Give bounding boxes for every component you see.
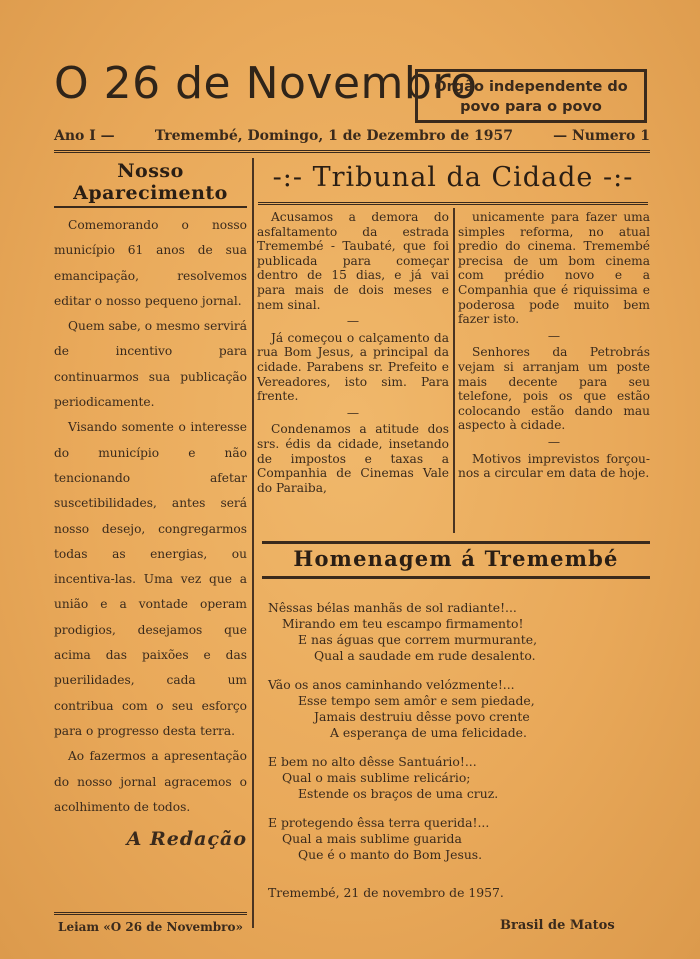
- masthead-title: O 26 de Novembro: [54, 58, 478, 109]
- poem-line: E bem no alto dêsse Santuário!...: [268, 754, 477, 769]
- poem-line: Qual o mais sublime relicário;: [282, 770, 471, 785]
- item-separator: —: [547, 434, 561, 449]
- tribunal-item: unicamente para fazer uma simples reforma, no atual predio do cinema. Tremembé precisa de um bom cinema com prédio novo e a Companhia que é riquissima e poderosa pode muito bem fazer isto.: [458, 210, 650, 327]
- tribunal-column-2: [458, 210, 650, 481]
- poem-line: Vão os anos caminhando velózmente!...: [268, 677, 515, 692]
- footer-note: Leiam «O 26 de Novembro»: [58, 920, 243, 934]
- item-separator: —: [547, 328, 561, 343]
- place-date: Tremembé, Domingo, 1 de Dezembro de 1957: [154, 128, 513, 144]
- tribunal-item: Motivos imprevistos forçou-nos a circular em data de hoje.: [458, 451, 650, 481]
- poem-line: Nêssas bélas manhãs de sol radiante!...: [268, 600, 517, 615]
- edition: Ano I —: [54, 128, 115, 144]
- article-title: Nosso Aparecimento: [73, 160, 228, 204]
- dateline: [54, 128, 650, 144]
- poem-line: A esperança de uma felicidade.: [330, 725, 527, 740]
- column-divider: [252, 158, 254, 928]
- poem-line: Que é o manto do Bom Jesus.: [298, 847, 483, 862]
- poem-line: Esse tempo sem amôr e sem piedade,: [298, 693, 535, 708]
- poem-line: Qual a mais sublime guarida: [282, 831, 462, 846]
- item-separator: —: [346, 405, 360, 420]
- article-paragraph: Quem sabe, o mesmo servirá de incentivo para continuarmos sua publicação periodicamente.: [54, 319, 247, 410]
- homenagem-rule-bottom: [262, 576, 650, 579]
- issue-number: — Numero 1: [553, 128, 650, 144]
- poem-date: Tremembé, 21 de novembro de 1957.: [268, 885, 504, 900]
- footer-rule: [54, 912, 247, 915]
- poem-stanza: [268, 600, 648, 664]
- tribunal-rule: [258, 202, 648, 205]
- poem-line: Jamais destruiu dêsse povo crente: [314, 709, 530, 724]
- signature: A Redação: [126, 828, 247, 851]
- item-separator: —: [346, 314, 360, 329]
- nosso-aparecimento-article: [54, 160, 247, 850]
- article-paragraph: Ao fazermos a apresentação do nosso jornal agracemos o acolhimento de todos.: [54, 749, 247, 814]
- motto-line-1: Orgão independente do: [434, 79, 628, 95]
- title-rule: [54, 206, 247, 208]
- poem-author: Brasil de Matos: [500, 918, 615, 933]
- poem-stanza: [268, 815, 648, 863]
- tribunal-item: Condenamos a atitude dos srs. édis da cidade, insetando de impostos e taxas a Companhia de Cinemas Vale do Paraiba,: [257, 422, 449, 495]
- poem-line: Qual a saudade em rude desalento.: [314, 648, 536, 663]
- poem-stanza: [268, 677, 648, 741]
- poem-line: E nas águas que correm murmurante,: [298, 632, 538, 647]
- article-paragraph: Comemorando o nosso município 61 anos de sua emancipação, resolvemos editar o nosso pequeno jornal.: [54, 218, 247, 308]
- homenagem-rule-top: [262, 541, 650, 544]
- poem-line: Estende os braços de uma cruz.: [298, 786, 499, 801]
- poem-line: Mirando em teu escampo firmamento!: [282, 616, 524, 631]
- homenagem-title: Homenagem á Tremembé: [293, 546, 619, 571]
- poem: [268, 600, 648, 876]
- dateline-rule: [54, 150, 650, 153]
- motto-line-2: povo para o povo: [460, 99, 602, 115]
- tribunal-item: Senhores da Petrobrás vejam si arranjam um poste mais decente para seu telefone, pois os que estão colocando estão dando mau aspecto à cidade.: [458, 345, 650, 433]
- masthead-motto-box: [415, 69, 647, 123]
- tribunal-title: -:- Tribunal da Cidade -:-: [272, 162, 634, 193]
- tribunal-column-1: [257, 210, 449, 495]
- poem-line: E protegendo êssa terra querida!...: [268, 815, 490, 830]
- tribunal-column-divider: [453, 208, 455, 533]
- article-paragraph: Visando somente o interesse do município e não tencionando afetar suscetibilidades, antes será nosso desejo, congregarmos todas as energias, ou incentiva-las. Uma vez que a união e a vontade operam prodigios, desejamos que acima das paixões e das puerilidades, cada um contribua com o seu esforço para o progresso desta terra.: [54, 420, 247, 738]
- tribunal-item: Já começou o calçamento da rua Bom Jesus, a principal da cidade. Parabens sr. Prefeito e Vereadores, isto sim. Para frente.: [257, 330, 449, 404]
- tribunal-item: Acusamos a demora do asfaltamento da estrada Tremembé - Taubaté, que foi publicada para começar dentro de 15 dias, e já vai para mais de dois meses e nem sinal.: [257, 210, 449, 312]
- poem-stanza: [268, 754, 648, 802]
